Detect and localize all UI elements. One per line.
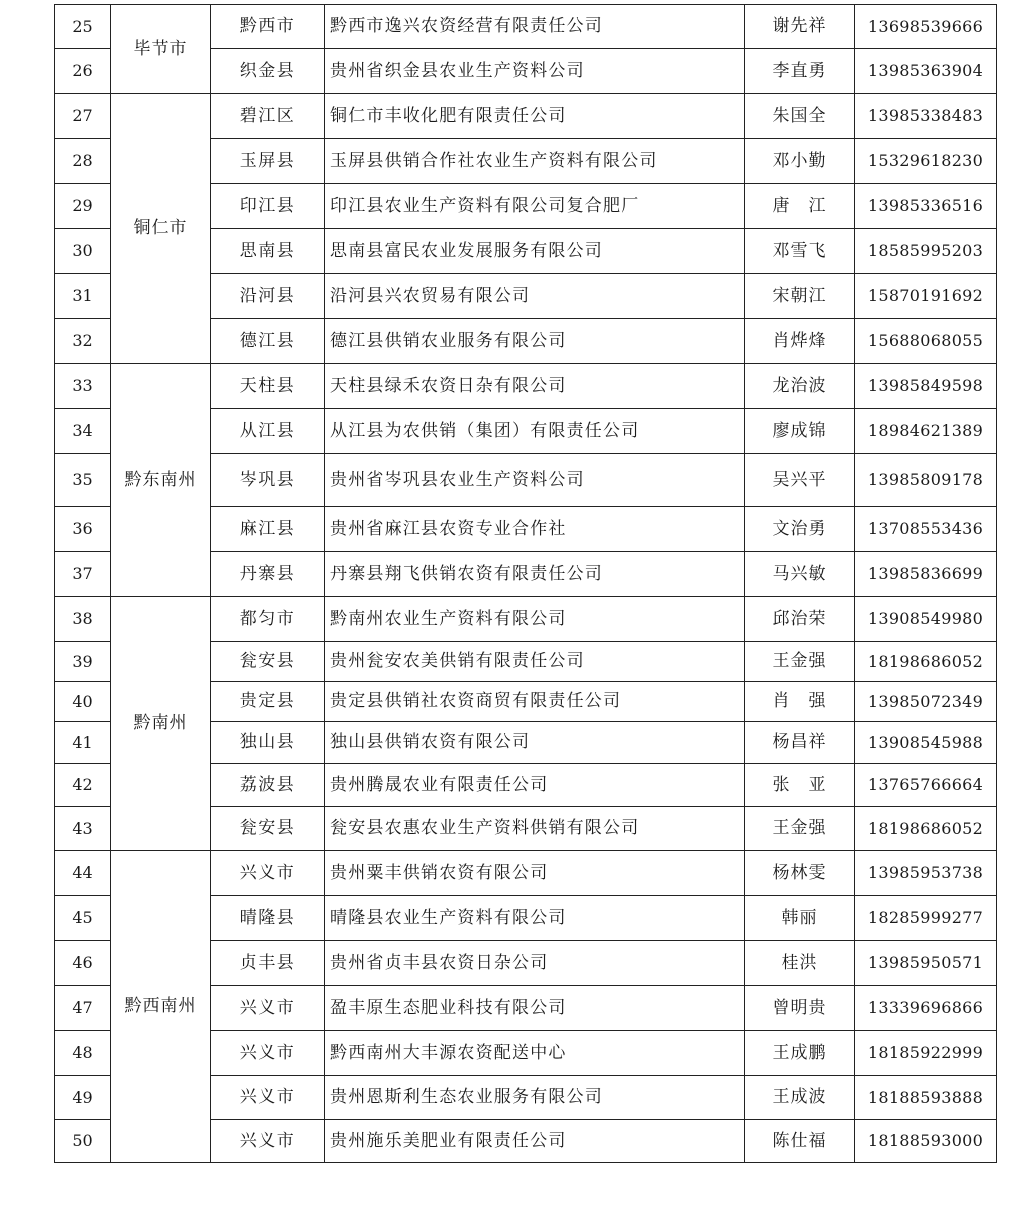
contact-cell: 王成波 — [745, 1076, 855, 1120]
company-cell: 沿河县兴农贸易有限公司 — [325, 274, 745, 319]
phone-cell: 18188593000 — [855, 1120, 997, 1163]
phone-cell: 13985363904 — [855, 49, 997, 94]
company-cell: 黔西市逸兴农资经营有限责任公司 — [325, 5, 745, 49]
county-cell: 沿河县 — [211, 274, 325, 319]
city-cell: 黔东南州 — [111, 364, 211, 597]
phone-cell: 13985072349 — [855, 682, 997, 722]
phone-cell: 18185922999 — [855, 1031, 997, 1076]
contact-cell: 张 亚 — [745, 764, 855, 807]
row-number: 30 — [55, 229, 111, 274]
row-number: 49 — [55, 1076, 111, 1120]
contact-cell: 李直勇 — [745, 49, 855, 94]
county-cell: 兴义市 — [211, 851, 325, 896]
contact-cell: 杨林雯 — [745, 851, 855, 896]
contact-cell: 桂洪 — [745, 941, 855, 986]
row-number: 40 — [55, 682, 111, 722]
row-number: 29 — [55, 184, 111, 229]
phone-cell: 13765766664 — [855, 764, 997, 807]
company-cell: 贵州施乐美肥业有限责任公司 — [325, 1120, 745, 1163]
contact-cell: 陈仕福 — [745, 1120, 855, 1163]
county-cell: 德江县 — [211, 319, 325, 364]
phone-cell: 13339696866 — [855, 986, 997, 1031]
phone-cell: 13698539666 — [855, 5, 997, 49]
row-number: 33 — [55, 364, 111, 409]
county-cell: 岑巩县 — [211, 454, 325, 507]
table-row — [55, 851, 997, 896]
company-cell: 贵州瓮安农美供销有限责任公司 — [325, 642, 745, 682]
contact-cell: 曾明贵 — [745, 986, 855, 1031]
contact-cell: 王成鹏 — [745, 1031, 855, 1076]
county-cell: 思南县 — [211, 229, 325, 274]
row-number: 35 — [55, 454, 111, 507]
company-cell: 贵州省贞丰县农资日杂公司 — [325, 941, 745, 986]
city-cell: 黔西南州 — [111, 851, 211, 1163]
county-cell: 兴义市 — [211, 986, 325, 1031]
county-cell: 碧江区 — [211, 94, 325, 139]
row-number: 36 — [55, 507, 111, 552]
company-cell: 黔西南州大丰源农资配送中心 — [325, 1031, 745, 1076]
county-cell: 麻江县 — [211, 507, 325, 552]
row-number: 38 — [55, 597, 111, 642]
table-row — [55, 5, 997, 49]
contact-cell: 邓小勤 — [745, 139, 855, 184]
company-cell: 德江县供销农业服务有限公司 — [325, 319, 745, 364]
phone-cell: 13985953738 — [855, 851, 997, 896]
county-cell: 瓮安县 — [211, 642, 325, 682]
company-cell: 从江县为农供销（集团）有限责任公司 — [325, 409, 745, 454]
phone-cell: 13985950571 — [855, 941, 997, 986]
row-number: 27 — [55, 94, 111, 139]
company-cell: 贵州粟丰供销农资有限公司 — [325, 851, 745, 896]
row-number: 47 — [55, 986, 111, 1031]
company-cell: 贵州省麻江县农资专业合作社 — [325, 507, 745, 552]
company-cell: 晴隆县农业生产资料有限公司 — [325, 896, 745, 941]
row-number: 26 — [55, 49, 111, 94]
county-cell: 贞丰县 — [211, 941, 325, 986]
phone-cell: 18198686052 — [855, 642, 997, 682]
phone-cell: 13985809178 — [855, 454, 997, 507]
county-cell: 瓮安县 — [211, 807, 325, 851]
phone-cell: 13985336516 — [855, 184, 997, 229]
contact-cell: 吴兴平 — [745, 454, 855, 507]
company-cell: 瓮安县农惠农业生产资料供销有限公司 — [325, 807, 745, 851]
table-row — [55, 597, 997, 642]
phone-cell: 13708553436 — [855, 507, 997, 552]
company-cell: 天柱县绿禾农资日杂有限公司 — [325, 364, 745, 409]
county-cell: 贵定县 — [211, 682, 325, 722]
contact-cell: 唐 江 — [745, 184, 855, 229]
contact-cell: 文治勇 — [745, 507, 855, 552]
contact-cell: 杨昌祥 — [745, 722, 855, 764]
county-cell: 晴隆县 — [211, 896, 325, 941]
phone-cell: 13985338483 — [855, 94, 997, 139]
phone-cell: 13985836699 — [855, 552, 997, 597]
row-number: 44 — [55, 851, 111, 896]
county-cell: 独山县 — [211, 722, 325, 764]
phone-cell: 13985849598 — [855, 364, 997, 409]
row-number: 25 — [55, 5, 111, 49]
county-cell: 荔波县 — [211, 764, 325, 807]
company-cell: 玉屏县供销合作社农业生产资料有限公司 — [325, 139, 745, 184]
supplier-table — [54, 4, 997, 1163]
phone-cell: 13908545988 — [855, 722, 997, 764]
phone-cell: 18585995203 — [855, 229, 997, 274]
row-number: 32 — [55, 319, 111, 364]
phone-cell: 13908549980 — [855, 597, 997, 642]
contact-cell: 王金强 — [745, 807, 855, 851]
row-number: 37 — [55, 552, 111, 597]
county-cell: 丹寨县 — [211, 552, 325, 597]
company-cell: 黔南州农业生产资料有限公司 — [325, 597, 745, 642]
contact-cell: 肖烨烽 — [745, 319, 855, 364]
county-cell: 织金县 — [211, 49, 325, 94]
company-cell: 贵定县供销社农资商贸有限责任公司 — [325, 682, 745, 722]
phone-cell: 15870191692 — [855, 274, 997, 319]
contact-cell: 王金强 — [745, 642, 855, 682]
row-number: 34 — [55, 409, 111, 454]
contact-cell: 邓雪飞 — [745, 229, 855, 274]
contact-cell: 马兴敏 — [745, 552, 855, 597]
city-cell: 毕节市 — [111, 5, 211, 94]
contact-cell: 廖成锦 — [745, 409, 855, 454]
row-number: 45 — [55, 896, 111, 941]
company-cell: 贵州腾晟农业有限责任公司 — [325, 764, 745, 807]
county-cell: 玉屏县 — [211, 139, 325, 184]
row-number: 28 — [55, 139, 111, 184]
county-cell: 兴义市 — [211, 1031, 325, 1076]
county-cell: 都匀市 — [211, 597, 325, 642]
row-number: 46 — [55, 941, 111, 986]
row-number: 41 — [55, 722, 111, 764]
contact-cell: 朱国全 — [745, 94, 855, 139]
contact-cell: 宋朝江 — [745, 274, 855, 319]
phone-cell: 18984621389 — [855, 409, 997, 454]
county-cell: 从江县 — [211, 409, 325, 454]
phone-cell: 15688068055 — [855, 319, 997, 364]
table-row — [55, 364, 997, 409]
contact-cell: 谢先祥 — [745, 5, 855, 49]
table-row — [55, 94, 997, 139]
contact-cell: 邱治荣 — [745, 597, 855, 642]
contact-cell: 韩丽 — [745, 896, 855, 941]
company-cell: 铜仁市丰收化肥有限责任公司 — [325, 94, 745, 139]
phone-cell: 15329618230 — [855, 139, 997, 184]
company-cell: 丹寨县翔飞供销农资有限责任公司 — [325, 552, 745, 597]
contact-cell: 肖 强 — [745, 682, 855, 722]
company-cell: 印江县农业生产资料有限公司复合肥厂 — [325, 184, 745, 229]
contact-cell: 龙治波 — [745, 364, 855, 409]
company-cell: 独山县供销农资有限公司 — [325, 722, 745, 764]
county-cell: 黔西市 — [211, 5, 325, 49]
row-number: 39 — [55, 642, 111, 682]
row-number: 50 — [55, 1120, 111, 1163]
company-cell: 贵州省织金县农业生产资料公司 — [325, 49, 745, 94]
row-number: 48 — [55, 1031, 111, 1076]
phone-cell: 18188593888 — [855, 1076, 997, 1120]
row-number: 43 — [55, 807, 111, 851]
county-cell: 印江县 — [211, 184, 325, 229]
company-cell: 贵州恩斯利生态农业服务有限公司 — [325, 1076, 745, 1120]
company-cell: 贵州省岑巩县农业生产资料公司 — [325, 454, 745, 507]
county-cell: 兴义市 — [211, 1120, 325, 1163]
city-cell: 铜仁市 — [111, 94, 211, 364]
phone-cell: 18285999277 — [855, 896, 997, 941]
phone-cell: 18198686052 — [855, 807, 997, 851]
company-cell: 思南县富民农业发展服务有限公司 — [325, 229, 745, 274]
city-cell: 黔南州 — [111, 597, 211, 851]
company-cell: 盈丰原生态肥业科技有限公司 — [325, 986, 745, 1031]
county-cell: 天柱县 — [211, 364, 325, 409]
county-cell: 兴义市 — [211, 1076, 325, 1120]
row-number: 42 — [55, 764, 111, 807]
row-number: 31 — [55, 274, 111, 319]
